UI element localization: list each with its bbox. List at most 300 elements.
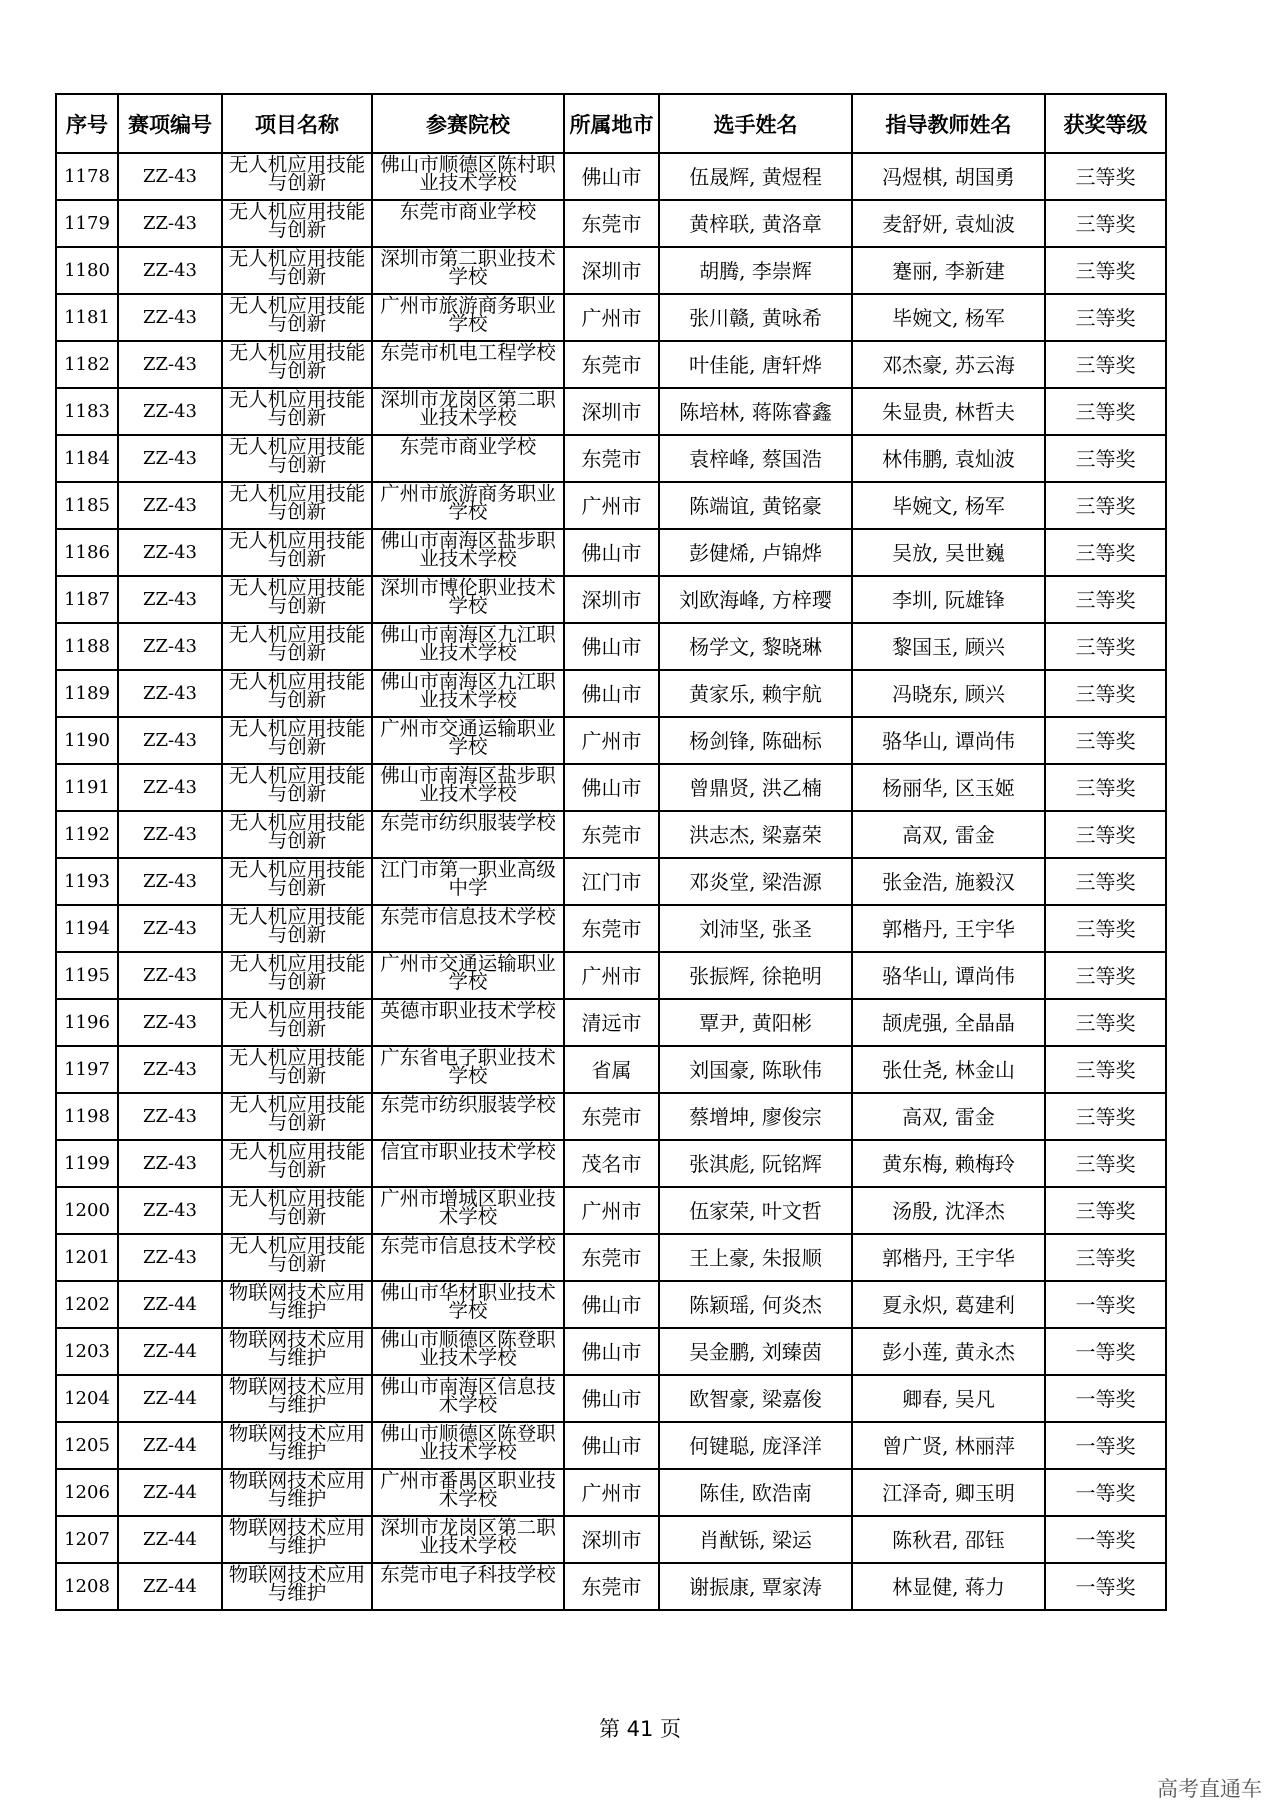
cell-school-text: 英德市职业技术学校	[380, 1000, 556, 1022]
cell-school-text: 广州市旅游商务职业学校	[380, 295, 556, 335]
cell-school	[372, 1140, 564, 1187]
cell-contestants: 张淇彪, 阮铭辉	[659, 1140, 852, 1187]
cell-index: 1203	[56, 1328, 118, 1375]
cell-school	[372, 341, 564, 388]
cell-teachers: 李圳, 阮雄锋	[852, 576, 1045, 623]
cell-city: 东莞市	[564, 435, 659, 482]
cell-school-text: 深圳市龙岗区第二职业技术学校	[380, 389, 556, 429]
cell-teachers: 江泽奇, 卿玉明	[852, 1469, 1045, 1516]
cell-index: 1205	[56, 1422, 118, 1469]
cell-event-name	[222, 1140, 372, 1187]
cell-index: 1202	[56, 1281, 118, 1328]
cell-teachers: 夏永炽, 葛建利	[852, 1281, 1045, 1328]
cell-school-text: 佛山市南海区九江职业技术学校	[380, 671, 556, 711]
table-row	[56, 764, 1166, 811]
table-row	[56, 811, 1166, 858]
cell-teachers: 颉虎强, 全晶晶	[852, 999, 1045, 1046]
cell-event-name-text: 无人机应用技能与创新	[228, 812, 366, 852]
cell-index: 1188	[56, 623, 118, 670]
cell-school	[372, 905, 564, 952]
cell-index: 1198	[56, 1093, 118, 1140]
cell-city: 江门市	[564, 858, 659, 905]
cell-teachers: 汤殷, 沈泽杰	[852, 1187, 1045, 1234]
cell-event-code: ZZ-43	[118, 764, 222, 811]
cell-city: 佛山市	[564, 1422, 659, 1469]
cell-teachers: 张仕尧, 林金山	[852, 1046, 1045, 1093]
cell-award: 一等奖	[1045, 1328, 1166, 1375]
cell-school	[372, 1375, 564, 1422]
cell-city: 东莞市	[564, 1093, 659, 1140]
cell-event-name	[222, 1187, 372, 1234]
cell-award: 一等奖	[1045, 1375, 1166, 1422]
cell-event-code: ZZ-43	[118, 952, 222, 999]
cell-event-code: ZZ-43	[118, 200, 222, 247]
cell-school-text: 佛山市南海区盐步职业技术学校	[380, 765, 556, 805]
cell-school-text: 东莞市商业学校	[399, 201, 537, 223]
cell-city: 广州市	[564, 1469, 659, 1516]
cell-event-code: ZZ-43	[118, 294, 222, 341]
table-row	[56, 1093, 1166, 1140]
table-row	[56, 858, 1166, 905]
cell-event-code: ZZ-43	[118, 811, 222, 858]
cell-award: 三等奖	[1045, 200, 1166, 247]
cell-contestants: 叶佳能, 唐轩烨	[659, 341, 852, 388]
table-row	[56, 388, 1166, 435]
cell-school-text: 深圳市博伦职业技术学校	[380, 577, 556, 617]
table-row	[56, 1328, 1166, 1375]
cell-city: 东莞市	[564, 905, 659, 952]
cell-event-code: ZZ-43	[118, 905, 222, 952]
cell-teachers: 彭小莲, 黄永杰	[852, 1328, 1045, 1375]
cell-city: 深圳市	[564, 388, 659, 435]
cell-event-code: ZZ-43	[118, 435, 222, 482]
cell-school	[372, 1234, 564, 1281]
cell-event-name-text: 无人机应用技能与创新	[228, 530, 366, 570]
cell-event-name-text: 物联网技术应用与维护	[228, 1423, 366, 1463]
cell-school	[372, 952, 564, 999]
cell-teachers: 张金浩, 施毅汉	[852, 858, 1045, 905]
cell-city: 东莞市	[564, 200, 659, 247]
cell-school-text: 佛山市南海区信息技术学校	[380, 1376, 556, 1416]
cell-event-name	[222, 341, 372, 388]
cell-award: 三等奖	[1045, 811, 1166, 858]
table-row	[56, 1375, 1166, 1422]
header-index: 序号	[56, 94, 118, 153]
cell-teachers: 林显健, 蒋力	[852, 1563, 1045, 1610]
cell-city: 广州市	[564, 717, 659, 764]
header-award: 获奖等级	[1045, 94, 1166, 153]
cell-event-code: ZZ-43	[118, 153, 222, 200]
cell-award: 三等奖	[1045, 341, 1166, 388]
cell-contestants: 欧智豪, 梁嘉俊	[659, 1375, 852, 1422]
table-row	[56, 435, 1166, 482]
cell-award: 三等奖	[1045, 153, 1166, 200]
table-row	[56, 200, 1166, 247]
cell-event-name	[222, 1563, 372, 1610]
cell-event-name	[222, 1375, 372, 1422]
table-row	[56, 482, 1166, 529]
cell-city: 佛山市	[564, 623, 659, 670]
cell-index: 1180	[56, 247, 118, 294]
cell-index: 1197	[56, 1046, 118, 1093]
cell-school-text: 广州市交通运输职业学校	[380, 953, 556, 993]
table-row	[56, 1140, 1166, 1187]
cell-event-name	[222, 247, 372, 294]
cell-contestants: 吴金鹏, 刘臻茵	[659, 1328, 852, 1375]
cell-school-text: 广州市番禺区职业技术学校	[380, 1470, 556, 1510]
cell-event-name	[222, 482, 372, 529]
cell-school-text: 东莞市商业学校	[399, 436, 537, 458]
cell-city: 佛山市	[564, 153, 659, 200]
cell-event-name	[222, 1422, 372, 1469]
table-row	[56, 623, 1166, 670]
cell-school-text: 佛山市南海区九江职业技术学校	[380, 624, 556, 664]
cell-award: 三等奖	[1045, 764, 1166, 811]
cell-school	[372, 1187, 564, 1234]
cell-event-name-text: 物联网技术应用与维护	[228, 1282, 366, 1322]
cell-city: 清远市	[564, 999, 659, 1046]
cell-event-code: ZZ-44	[118, 1375, 222, 1422]
cell-award: 三等奖	[1045, 717, 1166, 764]
table-header-row	[56, 94, 1166, 153]
cell-contestants: 彭健烯, 卢锦烨	[659, 529, 852, 576]
cell-index: 1200	[56, 1187, 118, 1234]
cell-index: 1204	[56, 1375, 118, 1422]
cell-contestants: 曾鼎贤, 洪乙楠	[659, 764, 852, 811]
cell-index: 1206	[56, 1469, 118, 1516]
cell-event-name-text: 无人机应用技能与创新	[228, 1141, 366, 1181]
cell-contestants: 邓炎堂, 梁浩源	[659, 858, 852, 905]
cell-index: 1194	[56, 905, 118, 952]
cell-contestants: 陈颖瑶, 何炎杰	[659, 1281, 852, 1328]
cell-index: 1183	[56, 388, 118, 435]
cell-event-code: ZZ-43	[118, 529, 222, 576]
cell-school	[372, 811, 564, 858]
cell-award: 一等奖	[1045, 1563, 1166, 1610]
cell-teachers: 郭楷丹, 王宇华	[852, 905, 1045, 952]
table-row	[56, 670, 1166, 717]
table-row	[56, 1234, 1166, 1281]
cell-event-code: ZZ-44	[118, 1516, 222, 1563]
header-contestants: 选手姓名	[659, 94, 852, 153]
cell-award: 三等奖	[1045, 1046, 1166, 1093]
cell-school	[372, 576, 564, 623]
cell-event-name	[222, 1328, 372, 1375]
cell-school-text: 佛山市顺德区陈登职业技术学校	[380, 1423, 556, 1463]
cell-school-text: 佛山市顺德区陈登职业技术学校	[380, 1329, 556, 1369]
cell-event-code: ZZ-43	[118, 1234, 222, 1281]
cell-teachers: 郭楷丹, 王宇华	[852, 1234, 1045, 1281]
cell-index: 1187	[56, 576, 118, 623]
cell-school	[372, 858, 564, 905]
header-event-name: 项目名称	[222, 94, 372, 153]
cell-award: 三等奖	[1045, 482, 1166, 529]
cell-city: 东莞市	[564, 1234, 659, 1281]
cell-teachers: 杨丽华, 区玉姬	[852, 764, 1045, 811]
cell-award: 三等奖	[1045, 388, 1166, 435]
cell-event-name	[222, 623, 372, 670]
cell-event-name-text: 无人机应用技能与创新	[228, 1235, 366, 1275]
cell-index: 1178	[56, 153, 118, 200]
cell-contestants: 胡腾, 李崇辉	[659, 247, 852, 294]
cell-school-text: 东莞市纺织服装学校	[380, 1094, 556, 1116]
table-row	[56, 576, 1166, 623]
cell-contestants: 杨剑锋, 陈础标	[659, 717, 852, 764]
cell-school-text: 东莞市信息技术学校	[380, 906, 556, 928]
cell-school	[372, 388, 564, 435]
cell-city: 广州市	[564, 952, 659, 999]
cell-school-text: 广东省电子职业技术学校	[380, 1047, 556, 1087]
cell-award: 一等奖	[1045, 1281, 1166, 1328]
cell-index: 1191	[56, 764, 118, 811]
cell-event-code: ZZ-43	[118, 341, 222, 388]
header-teachers: 指导教师姓名	[852, 94, 1045, 153]
cell-index: 1185	[56, 482, 118, 529]
cell-contestants: 刘欧海峰, 方梓璎	[659, 576, 852, 623]
table-row	[56, 1563, 1166, 1610]
cell-contestants: 陈培林, 蒋陈睿鑫	[659, 388, 852, 435]
cell-event-name	[222, 1093, 372, 1140]
cell-teachers: 毕婉文, 杨军	[852, 294, 1045, 341]
cell-school	[372, 482, 564, 529]
cell-school	[372, 247, 564, 294]
cell-city: 深圳市	[564, 1516, 659, 1563]
cell-teachers: 陈秋君, 邵钰	[852, 1516, 1045, 1563]
table-row	[56, 529, 1166, 576]
cell-event-name-text: 无人机应用技能与创新	[228, 342, 366, 382]
table-row	[56, 999, 1166, 1046]
cell-city: 广州市	[564, 1187, 659, 1234]
cell-school	[372, 1516, 564, 1563]
cell-event-name	[222, 952, 372, 999]
cell-school	[372, 1093, 564, 1140]
cell-event-name	[222, 764, 372, 811]
cell-school	[372, 1563, 564, 1610]
cell-city: 佛山市	[564, 670, 659, 717]
cell-event-name-text: 无人机应用技能与创新	[228, 671, 366, 711]
cell-school	[372, 1328, 564, 1375]
cell-event-name-text: 无人机应用技能与创新	[228, 201, 366, 241]
cell-city: 佛山市	[564, 1281, 659, 1328]
cell-school-text: 东莞市电子科技学校	[380, 1564, 556, 1586]
cell-event-name-text: 无人机应用技能与创新	[228, 859, 366, 899]
cell-city: 省属	[564, 1046, 659, 1093]
cell-event-name	[222, 670, 372, 717]
cell-event-name	[222, 999, 372, 1046]
cell-award: 三等奖	[1045, 1187, 1166, 1234]
cell-event-name	[222, 1516, 372, 1563]
cell-teachers: 高双, 雷金	[852, 811, 1045, 858]
cell-award: 一等奖	[1045, 1516, 1166, 1563]
table-row	[56, 1516, 1166, 1563]
cell-school-text: 佛山市华材职业技术学校	[380, 1282, 556, 1322]
table-row	[56, 1422, 1166, 1469]
table-row	[56, 153, 1166, 200]
cell-teachers: 朱显贵, 林哲夫	[852, 388, 1045, 435]
cell-event-name	[222, 1234, 372, 1281]
cell-award: 三等奖	[1045, 905, 1166, 952]
cell-award: 三等奖	[1045, 247, 1166, 294]
cell-contestants: 肖猷铄, 梁运	[659, 1516, 852, 1563]
cell-contestants: 蔡增坤, 廖俊宗	[659, 1093, 852, 1140]
table-row	[56, 952, 1166, 999]
cell-event-name-text: 无人机应用技能与创新	[228, 953, 366, 993]
cell-teachers: 高双, 雷金	[852, 1093, 1045, 1140]
cell-event-code: ZZ-43	[118, 717, 222, 764]
table-row	[56, 1046, 1166, 1093]
cell-contestants: 谢振康, 覃家涛	[659, 1563, 852, 1610]
cell-event-code: ZZ-43	[118, 623, 222, 670]
cell-event-code: ZZ-44	[118, 1563, 222, 1610]
cell-index: 1184	[56, 435, 118, 482]
cell-teachers: 卿春, 吴凡	[852, 1375, 1045, 1422]
cell-event-code: ZZ-43	[118, 482, 222, 529]
cell-index: 1186	[56, 529, 118, 576]
cell-award: 三等奖	[1045, 294, 1166, 341]
cell-city: 东莞市	[564, 341, 659, 388]
watermark-text: 高考直通车	[1157, 1777, 1262, 1801]
cell-event-code: ZZ-43	[118, 576, 222, 623]
header-event-code: 赛项编号	[118, 94, 222, 153]
page-number: 第 41 页	[598, 1717, 682, 1741]
cell-award: 三等奖	[1045, 435, 1166, 482]
cell-contestants: 陈端谊, 黄铭豪	[659, 482, 852, 529]
cell-city: 佛山市	[564, 1375, 659, 1422]
table-row	[56, 341, 1166, 388]
cell-school	[372, 435, 564, 482]
cell-school	[372, 717, 564, 764]
cell-award: 三等奖	[1045, 1140, 1166, 1187]
cell-city: 广州市	[564, 482, 659, 529]
cell-index: 1182	[56, 341, 118, 388]
cell-school-text: 深圳市龙岗区第二职业技术学校	[380, 1517, 556, 1557]
cell-event-name-text: 无人机应用技能与创新	[228, 577, 366, 617]
cell-school	[372, 1422, 564, 1469]
cell-event-code: ZZ-43	[118, 999, 222, 1046]
cell-school	[372, 1046, 564, 1093]
cell-event-name-text: 无人机应用技能与创新	[228, 1188, 366, 1228]
cell-award: 三等奖	[1045, 623, 1166, 670]
cell-event-name-text: 无人机应用技能与创新	[228, 483, 366, 523]
cell-teachers: 骆华山, 谭尚伟	[852, 952, 1045, 999]
cell-school	[372, 1281, 564, 1328]
cell-event-name-text: 无人机应用技能与创新	[228, 154, 366, 194]
cell-event-name-text: 无人机应用技能与创新	[228, 1094, 366, 1134]
cell-teachers: 吴放, 吴世巍	[852, 529, 1045, 576]
table-row	[56, 717, 1166, 764]
cell-index: 1199	[56, 1140, 118, 1187]
cell-teachers: 黄东梅, 赖梅玲	[852, 1140, 1045, 1187]
cell-event-name	[222, 294, 372, 341]
cell-award: 一等奖	[1045, 1422, 1166, 1469]
cell-event-name	[222, 717, 372, 764]
cell-school	[372, 294, 564, 341]
cell-teachers: 蹇丽, 李新建	[852, 247, 1045, 294]
cell-city: 东莞市	[564, 811, 659, 858]
cell-contestants: 陈佳, 欧浩南	[659, 1469, 852, 1516]
cell-teachers: 曾广贤, 林丽萍	[852, 1422, 1045, 1469]
cell-event-name-text: 无人机应用技能与创新	[228, 906, 366, 946]
cell-event-name-text: 无人机应用技能与创新	[228, 436, 366, 476]
cell-index: 1207	[56, 1516, 118, 1563]
cell-city: 深圳市	[564, 247, 659, 294]
cell-event-code: ZZ-43	[118, 1140, 222, 1187]
cell-award: 三等奖	[1045, 1093, 1166, 1140]
cell-event-code: ZZ-43	[118, 670, 222, 717]
cell-city: 东莞市	[564, 1563, 659, 1610]
cell-index: 1190	[56, 717, 118, 764]
cell-award: 三等奖	[1045, 858, 1166, 905]
cell-event-code: ZZ-43	[118, 247, 222, 294]
table-row	[56, 1281, 1166, 1328]
cell-contestants: 袁梓峰, 蔡国浩	[659, 435, 852, 482]
cell-index: 1181	[56, 294, 118, 341]
cell-school	[372, 153, 564, 200]
table-row	[56, 1469, 1166, 1516]
cell-teachers: 冯煜棋, 胡国勇	[852, 153, 1045, 200]
cell-city: 佛山市	[564, 529, 659, 576]
cell-event-name-text: 无人机应用技能与创新	[228, 1047, 366, 1087]
cell-index: 1201	[56, 1234, 118, 1281]
table-body	[56, 153, 1166, 1610]
cell-school-text: 东莞市机电工程学校	[380, 342, 556, 364]
cell-contestants: 洪志杰, 梁嘉荣	[659, 811, 852, 858]
cell-school-text: 广州市增城区职业技术学校	[380, 1188, 556, 1228]
cell-index: 1193	[56, 858, 118, 905]
cell-award: 三等奖	[1045, 999, 1166, 1046]
cell-teachers: 冯晓东, 顾兴	[852, 670, 1045, 717]
cell-index: 1195	[56, 952, 118, 999]
cell-contestants: 刘沛坚, 张圣	[659, 905, 852, 952]
cell-event-name-text: 无人机应用技能与创新	[228, 1000, 366, 1040]
cell-school-text: 深圳市第二职业技术学校	[380, 248, 556, 288]
header-city: 所属地市	[564, 94, 659, 153]
cell-event-name-text: 物联网技术应用与维护	[228, 1329, 366, 1369]
cell-award: 三等奖	[1045, 529, 1166, 576]
cell-event-code: ZZ-44	[118, 1422, 222, 1469]
cell-contestants: 黄家乐, 赖宇航	[659, 670, 852, 717]
cell-school-text: 广州市旅游商务职业学校	[380, 483, 556, 523]
cell-teachers: 骆华山, 谭尚伟	[852, 717, 1045, 764]
cell-school-text: 东莞市纺织服装学校	[380, 812, 556, 834]
cell-school-text: 广州市交通运输职业学校	[380, 718, 556, 758]
cell-event-name	[222, 811, 372, 858]
cell-event-code: ZZ-43	[118, 858, 222, 905]
cell-event-name-text: 物联网技术应用与维护	[228, 1470, 366, 1510]
cell-index: 1179	[56, 200, 118, 247]
cell-school	[372, 200, 564, 247]
cell-school	[372, 529, 564, 576]
cell-school-text: 佛山市顺德区陈村职业技术学校	[380, 154, 556, 194]
cell-teachers: 麦舒妍, 袁灿波	[852, 200, 1045, 247]
cell-event-code: ZZ-43	[118, 388, 222, 435]
cell-contestants: 伍晟辉, 黄煜程	[659, 153, 852, 200]
cell-contestants: 张振辉, 徐艳明	[659, 952, 852, 999]
cell-award: 三等奖	[1045, 670, 1166, 717]
cell-event-name	[222, 576, 372, 623]
cell-event-name	[222, 1469, 372, 1516]
cell-event-name-text: 无人机应用技能与创新	[228, 718, 366, 758]
cell-school	[372, 670, 564, 717]
cell-event-name	[222, 905, 372, 952]
cell-award: 三等奖	[1045, 1234, 1166, 1281]
table-row	[56, 247, 1166, 294]
cell-school	[372, 1469, 564, 1516]
results-table	[55, 93, 1167, 1611]
cell-city: 佛山市	[564, 1328, 659, 1375]
cell-award: 三等奖	[1045, 952, 1166, 999]
cell-event-name	[222, 529, 372, 576]
